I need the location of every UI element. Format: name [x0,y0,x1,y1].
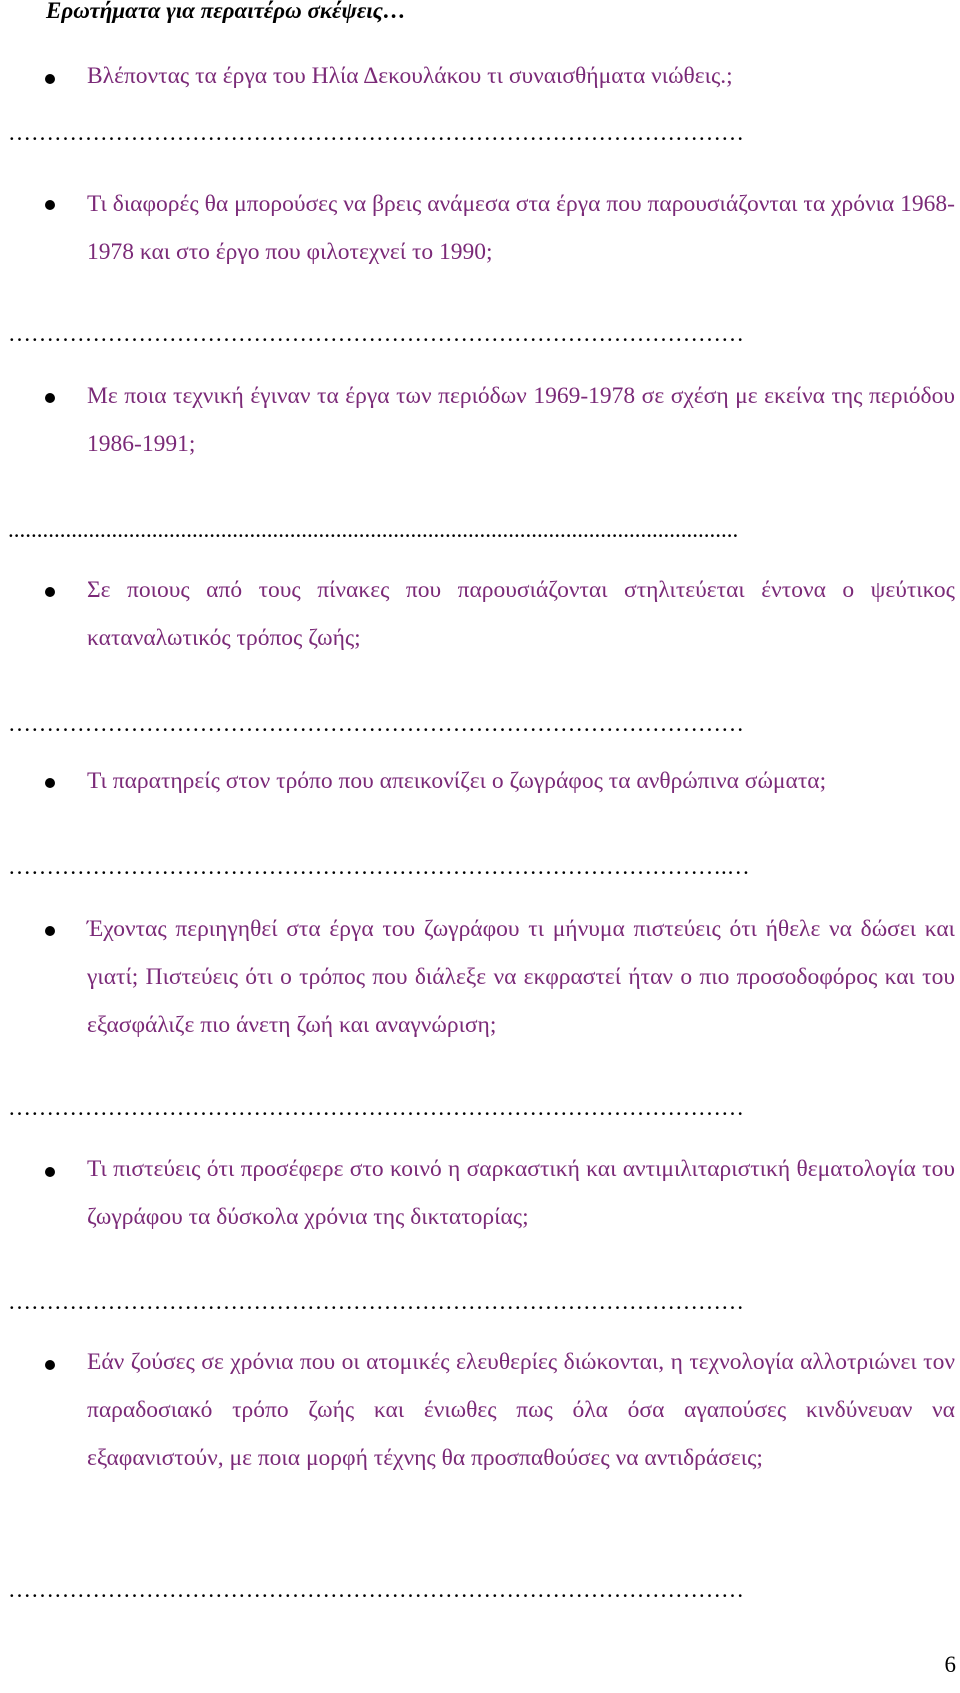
bullet-icon [45,1360,55,1370]
answer-line-8: …………………………………………………………………………………… [8,1578,744,1602]
bullet-icon [45,1167,55,1177]
question-2: Τι διαφορές θα μπορούσες να βρεις ανάμεσα στα έργα που παρουσιάζονται τα χρόνια 1968-1978 και στο έργο που φιλοτεχνεί το 1990; [87,191,955,265]
bullet-icon [45,200,55,210]
answer-line-3: ............................................................................................................................... [8,518,739,542]
question-1: Βλέποντας τα έργα του Ηλία Δεκουλάκου τι συναισθήματα νιώθεις.; [87,63,733,89]
section-heading: Ερωτήματα για περαιτέρω σκέψεις… [46,0,406,23]
answer-line-6: …………………………………………………………………………………… [8,1096,744,1120]
answer-line-7: …………………………………………………………………………………… [8,1290,744,1314]
answer-line-1: …………………………………………………………………………………… [8,121,744,145]
answer-line-4: …………………………………………………………………………………… [8,712,744,736]
question-6: Έχοντας περιηγηθεί στα έργα του ζωγράφου τι μήνυμα πιστεύεις ότι ήθελε να δώσει και γιατί; Πιστεύεις ότι ο τρόπος που διάλεξε να εκφραστεί ήταν ο πιο προσοδοφόρος και του εξασφάλιζε πιο άνετη ζωή και αναγνώριση; [87,916,955,1038]
bullet-icon [45,778,55,788]
page-number: 6 [944,1652,956,1677]
question-3: Με ποια τεχνική έγιναν τα έργα των περιόδων 1969-1978 σε σχέση με εκείνα της περιόδου 1986-1991; [87,383,955,457]
bullet-icon [45,74,55,84]
question-7: Τι πιστεύεις ότι προσέφερε στο κοινό η σαρκαστική και αντιμιλιταριστική θεματολογία του ζωγράφου τα δύσκολα χρόνια της δικτατορίας; [87,1156,955,1230]
question-4: Σε ποιους από τους πίνακες που παρουσιάζονται στηλιτεύεται έντονα ο ψεύτικος καταναλωτικός τρόπος ζωής; [87,577,955,651]
bullet-icon [45,393,55,403]
answer-line-5: ………………………………………………………………………………….… [8,855,750,879]
question-8: Εάν ζούσες σε χρόνια που οι ατομικές ελευθερίες διώκονται, η τεχνολογία αλλοτριώνει τον παραδοσιακό τρόπο ζωής και ένιωθες πως όλα όσα αγαπούσες κινδύνευαν να εξαφανιστούν, με ποια μορφή τέχνης θα προσπαθούσες να αντιδράσεις; [87,1349,955,1471]
answer-line-2: …………………………………………………………………………………… [8,322,744,346]
question-5: Τι παρατηρείς στον τρόπο που απεικονίζει ο ζωγράφος τα ανθρώπινα σώματα; [87,768,827,794]
bullet-icon [45,587,55,597]
bullet-icon [45,926,55,936]
